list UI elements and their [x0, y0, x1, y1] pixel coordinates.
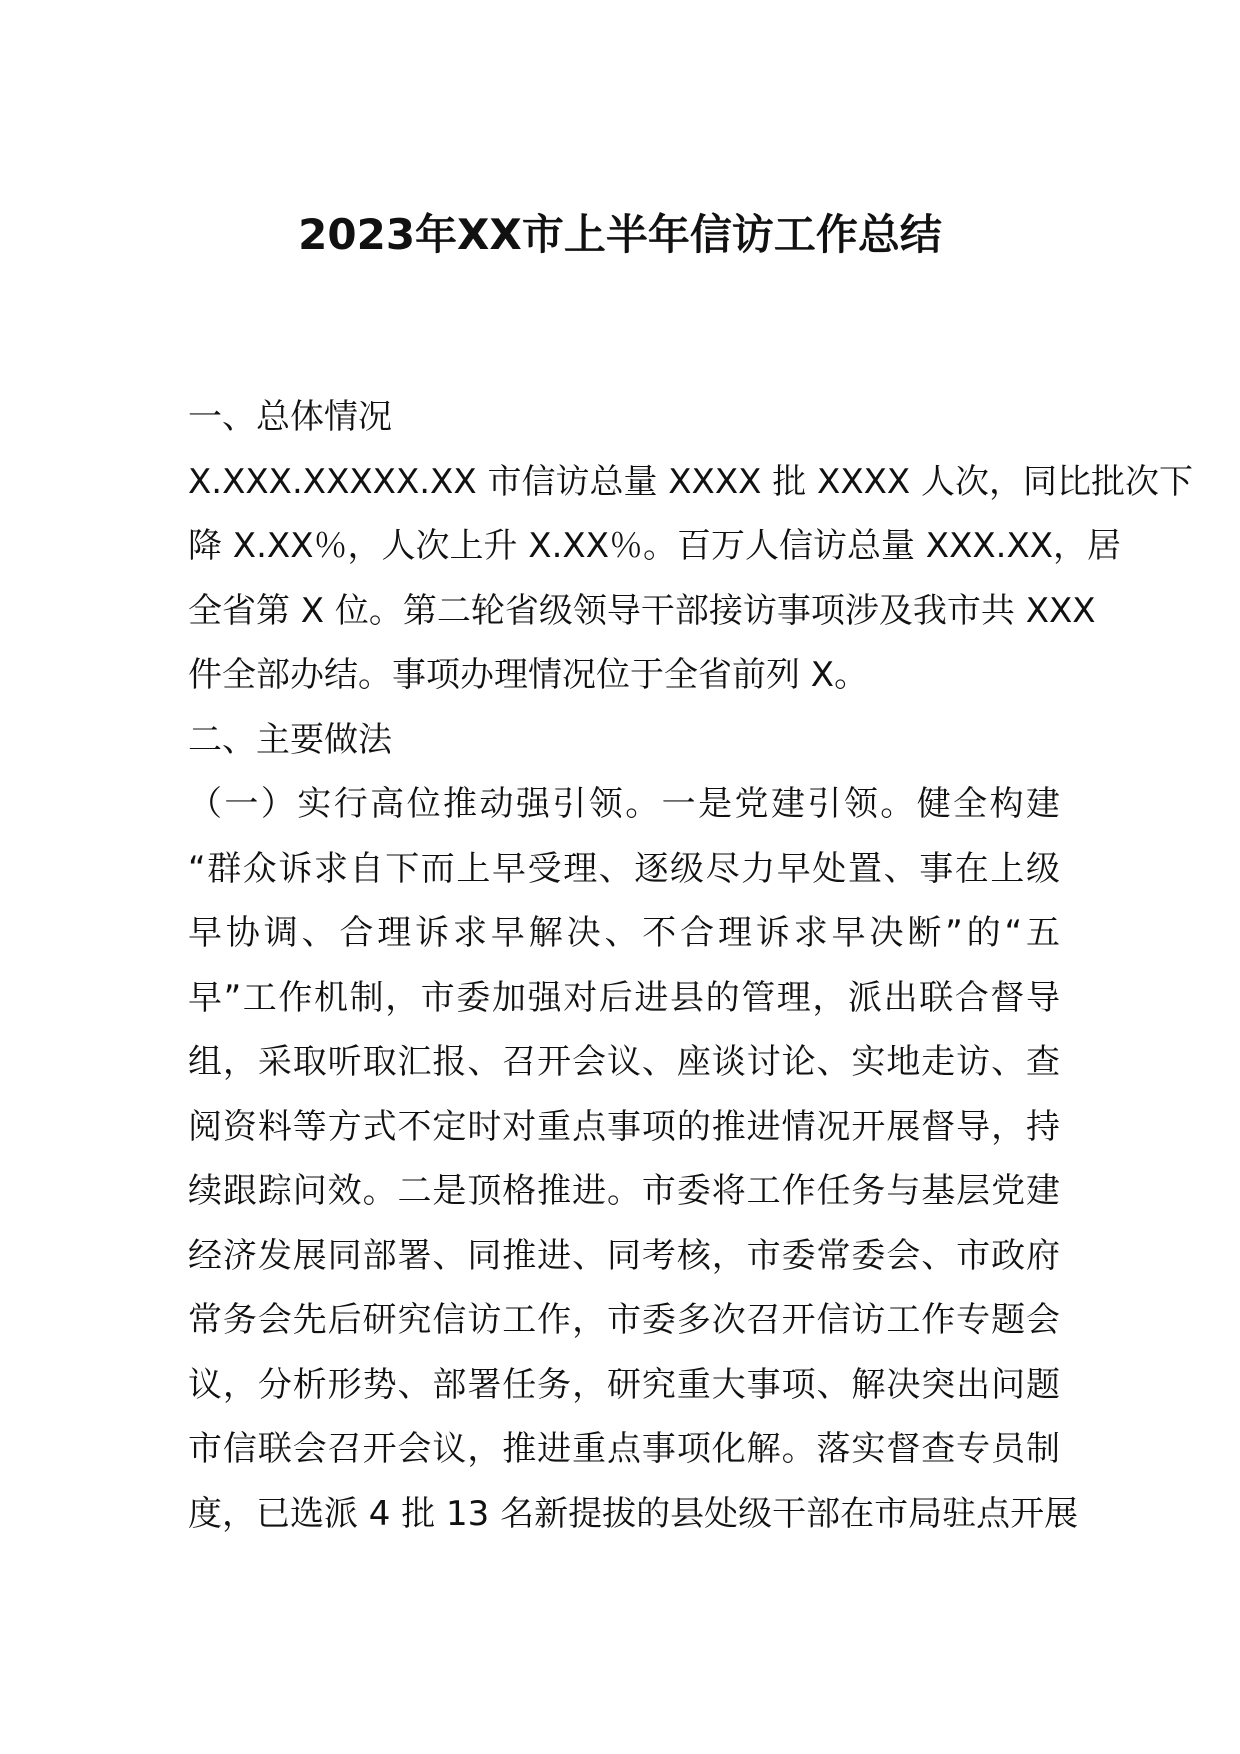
paragraph-line: （一）实行高位推动强引领。一是党建引领。健全构建 [188, 784, 1060, 824]
paragraph-line: 经济发展同部署、同推进、同考核，市委常委会、市政府 [188, 1235, 1060, 1276]
paragraph-line: 常务会先后研究信访工作，市委多次召开信访工作专题会 [188, 1300, 1060, 1340]
paragraph-line: X.XXX.XXXXX.XX 市信访总量 XXXX 批 XXXX 人次，同比批次下 [188, 461, 1194, 502]
paragraph-line: 议，分析形势、部署任务，研究重大事项、解决突出问题 [188, 1364, 1060, 1405]
document-title: 2023年XX市上半年信访工作总结 [298, 210, 942, 259]
paragraph-line: 全省第 X 位。第二轮省级领导干部接访事项涉及我市共 XXX [188, 590, 1096, 631]
paragraph-line: 阅资料等方式不定时对重点事项的推进情况开展督导，持 [188, 1106, 1060, 1147]
paragraph-line: 降 X.XX％，人次上升 X.XX％。百万人信访总量 XXX.XX，居 [188, 526, 1122, 566]
paragraph-line: 续跟踪问效。二是顶格推进。市委将工作任务与基层党建 [188, 1171, 1060, 1211]
paragraph-line: 组，采取听取汇报、召开会议、座谈讨论、实地走访、查 [188, 1042, 1060, 1082]
document-body [188, 385, 1194, 1546]
paragraph-line: 件全部办结。事项办理情况位于全省前列 X。 [188, 655, 869, 695]
section-heading-overview: 一、总体情况 [188, 397, 392, 437]
paragraph-line: 早”工作机制，市委加强对后进县的管理，派出联合督导 [188, 977, 1060, 1018]
section-heading-main-practices: 二、主要做法 [188, 719, 392, 760]
paragraph-line: “群众诉求自下而上早受理、逐级尽力早处置、事在上级 [188, 848, 1060, 889]
paragraph-line: 早协调、合理诉求早解决、不合理诉求早决断”的“五 [188, 913, 1060, 953]
paragraph-line: 市信联会召开会议，推进重点事项化解。落实督查专员制 [188, 1429, 1060, 1469]
paragraph-line: 度，已选派 4 批 13 名新提拔的县处级干部在市局驻点开展 [188, 1493, 1079, 1534]
